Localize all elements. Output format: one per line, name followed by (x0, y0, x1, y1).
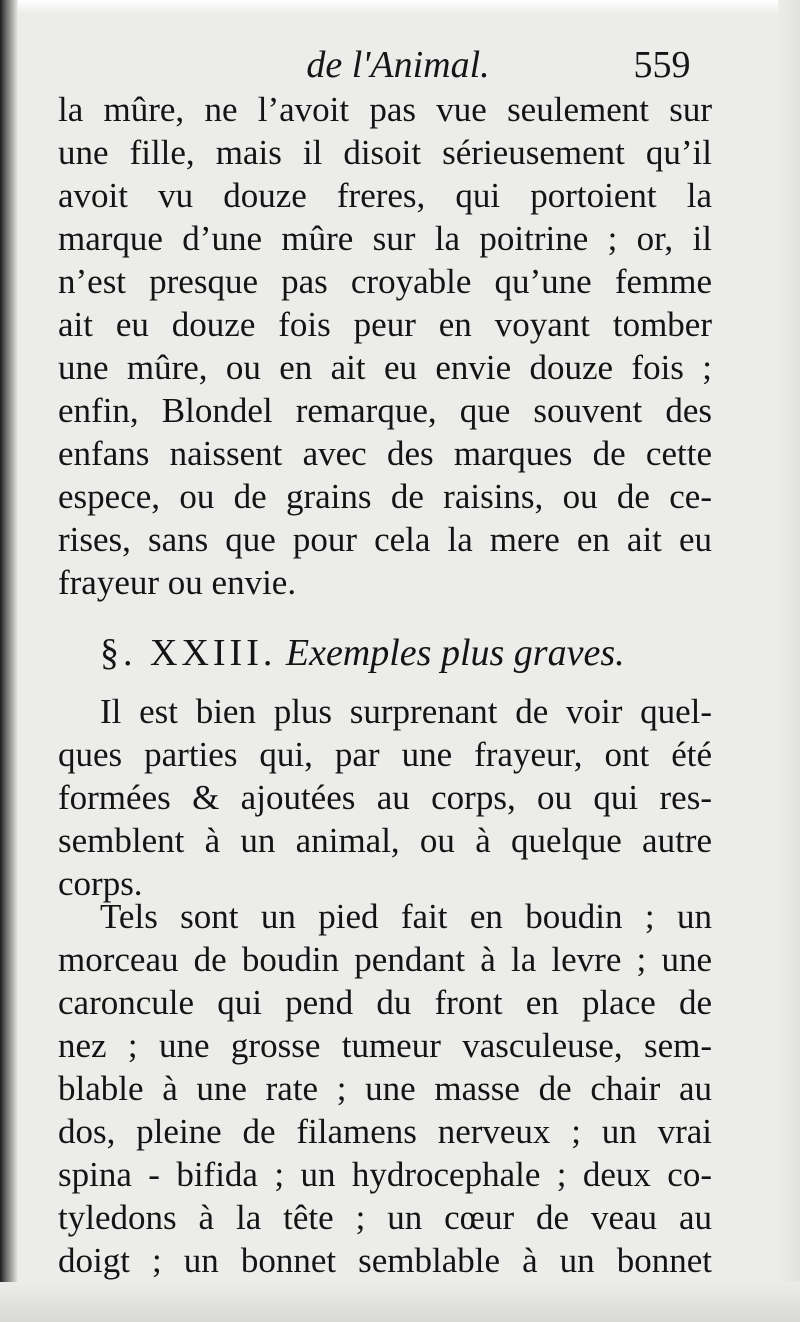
text-line: rises, sans que pour cela la mere en ait eu (58, 520, 712, 559)
section-heading (100, 628, 720, 678)
text-line: n’est presque pas croyable qu’une femme (58, 262, 712, 301)
text-line: enfans naissent avec des marques de cette (58, 434, 712, 473)
text-line: dos, pleine de filamens nerveux ; un vrai (58, 1112, 712, 1151)
text-line: une mûre, ou en ait eu envie douze fois ; (58, 348, 712, 387)
text-line: caroncule qui pend du front en place de (58, 983, 712, 1022)
text-line: Il est bien plus surprenant de voir quel- (100, 692, 712, 731)
text-line: semblent à un animal, ou à quelque autre (58, 821, 712, 860)
text-line: Tels sont un pied fait en boudin ; un (100, 897, 712, 936)
page-bottom-edge (0, 1282, 800, 1322)
section-number: §. XXIII. (100, 632, 277, 674)
text-line: une fille, mais il disoit sérieusement qu’il (58, 133, 712, 172)
text-line: espece, ou de grains de raisins, ou de ce- (58, 477, 712, 516)
page-binding-shadow (0, 0, 18, 1322)
text-line: spina - bifida ; un hydrocephale ; deux co- (58, 1155, 712, 1194)
text-line: la mûre, ne l’avoit pas vue seulement sur (58, 90, 712, 129)
page-right-edge (778, 0, 800, 1322)
text-line: doigt ; un bonnet semblable à un bonnet (58, 1241, 712, 1280)
page-top-edge (0, 0, 800, 14)
text-line: blable à une rate ; une masse de chair au (58, 1069, 712, 1108)
text-line: ques parties qui, par une frayeur, ont été (58, 735, 712, 774)
page-number: 559 (633, 44, 691, 86)
page-header (0, 40, 800, 90)
text-line: marque d’une mûre sur la poitrine ; or, il (58, 219, 712, 258)
text-line: enfin, Blondel remarque, que souvent des (58, 391, 712, 430)
section-title: Exemples plus graves. (285, 632, 625, 674)
text-line: frayeur ou envie. (58, 563, 297, 602)
text-line: nez ; une grosse tumeur vasculeuse, sem- (58, 1026, 712, 1065)
text-line: morceau de boudin pendant à la levre ; une (58, 940, 712, 979)
text-line: tyledons à la tête ; un cœur de veau au (58, 1198, 712, 1237)
text-line: avoit vu douze freres, qui portoient la (58, 176, 712, 215)
text-line: ait eu douze fois peur en voyant tomber (58, 305, 712, 344)
running-head: de l'Animal. (306, 44, 490, 86)
text-line: formées & ajoutées au corps, ou qui res- (58, 778, 712, 817)
text-line: corps. (58, 864, 143, 903)
